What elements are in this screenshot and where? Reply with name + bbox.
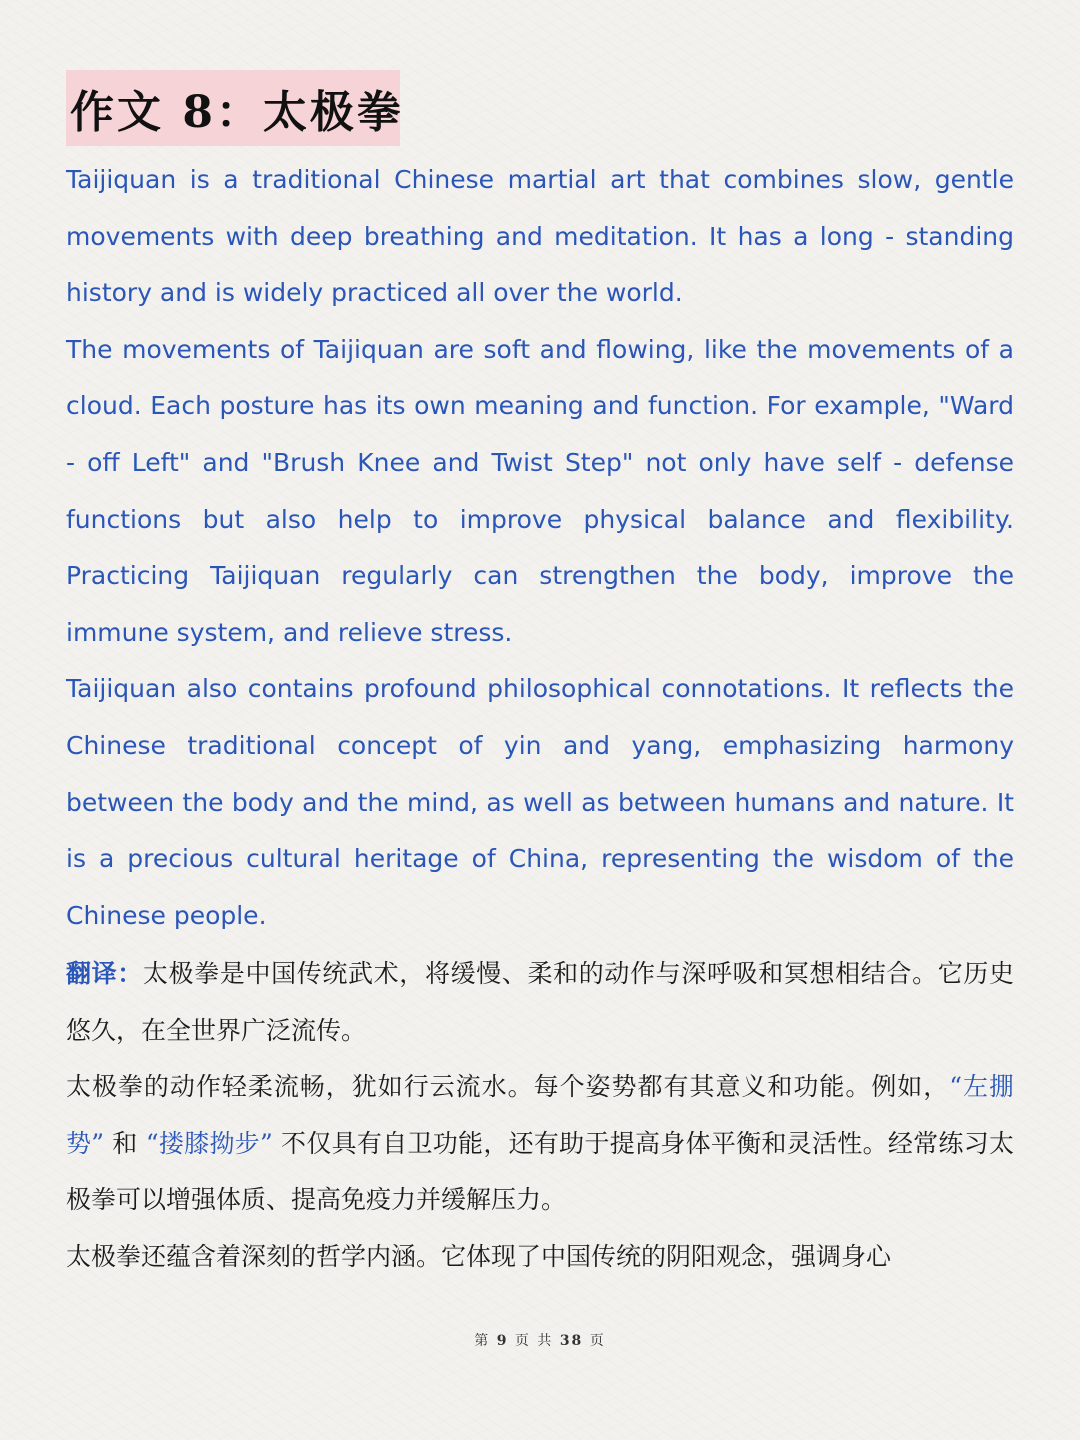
english-paragraph-1: Taijiquan is a traditional Chinese martial art that combines slow, gentle movements with deep breathing and meditation. It has a long - standing history and is widely practiced all over the world. xyxy=(66,165,1014,308)
english-paragraph-3: Taijiquan also contains profound philosophical connotations. It reflects the Chinese traditional concept of yin and yang, emphasizing harmony between the body and the mind, as well as between humans and nature. It is a precious cultural heritage of China, representing the wisdom of the Chinese people. xyxy=(66,674,1014,930)
page-title: 作文 8：太极拳 xyxy=(70,87,404,138)
footer-suffix: 页 xyxy=(589,1333,606,1349)
translation-p1-text: 太极拳是中国传统武术，将缓慢、柔和的动作与深呼吸和冥想相结合。它历史悠久，在全世界广泛流传。 xyxy=(66,959,1014,1045)
quote-brush-knee: “搂膝拗步” xyxy=(145,1128,273,1158)
translation-label: 翻译： xyxy=(66,959,143,988)
translation-paragraph-1 xyxy=(66,946,1014,1059)
quote-ward-off-left: “左掤势” xyxy=(66,1072,1015,1158)
total-page-number: 38 xyxy=(559,1333,584,1349)
chinese-translation xyxy=(66,946,1014,1286)
footer-mid: 页 共 xyxy=(514,1333,554,1349)
translation-p2-part-a: 太极拳的动作轻柔流畅，犹如行云流水。每个姿势都有其意义和功能。例如， xyxy=(66,1072,950,1102)
translation-paragraph-3: 太极拳还蕴含着深刻的哲学内涵。它体现了中国传统的阴阳观念，强调身心 xyxy=(66,1241,892,1271)
page-footer xyxy=(0,1330,1080,1350)
footer-prefix: 第 xyxy=(474,1333,491,1349)
translation-p2-part-b: 和 xyxy=(104,1128,146,1158)
english-paragraph-2: The movements of Taijiquan are soft and flowing, like the movements of a cloud. Each posture has its own meaning and function. For example, "Ward - off Left" and "Brush Knee and Twist Step" not only have self - defense functions but also help to improve physical balance and flexibility. Practicing Taijiquan regularly can strengthen the body, improve the immune system, and relieve stress. xyxy=(66,334,1014,647)
translation-p2-part-c: 不仅具有自卫功能，还有助于提高身体平衡和灵活性。经常练习太极拳可以增强体质、提高免疫力并缓解压力。 xyxy=(66,1128,1015,1215)
english-essay xyxy=(66,152,1014,944)
title-highlight xyxy=(66,70,404,146)
translation-paragraph-2 xyxy=(66,1059,1014,1229)
current-page-number: 9 xyxy=(496,1333,509,1349)
